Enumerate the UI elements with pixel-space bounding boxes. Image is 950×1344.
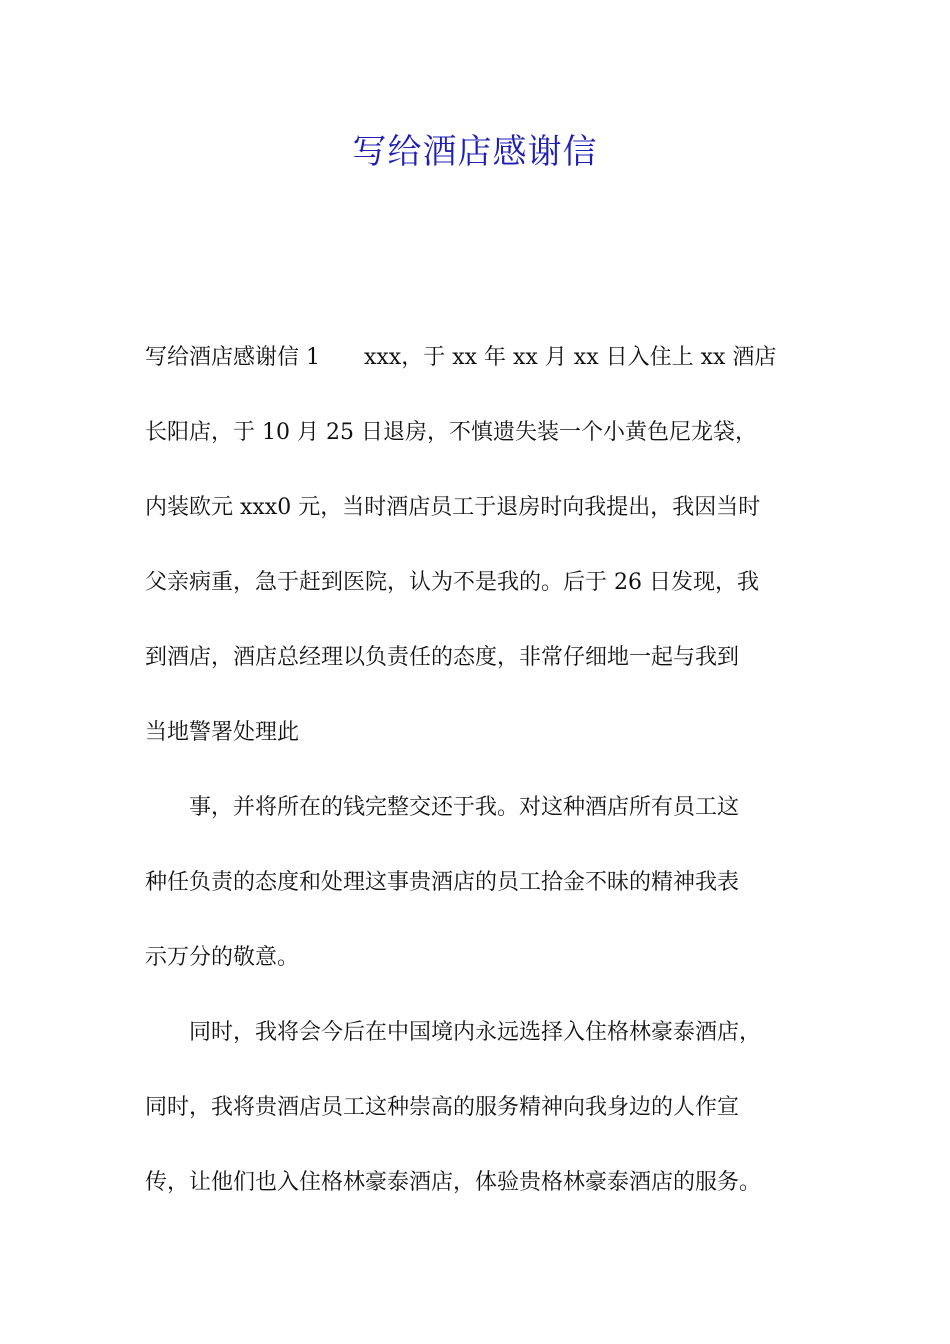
body-line-2: 长阳店，于 10 月 25 日退房，不慎遗失装一个小黄色尼龙袋， — [145, 420, 757, 445]
body-line-6: 当地警署处理此 — [145, 720, 300, 745]
body-line-12: 传，让他们也入住格林豪泰酒店，体验贵格林豪泰酒店的服务。 — [145, 1170, 762, 1195]
body-line-9: 示万分的敬意。 — [145, 945, 300, 970]
body-line-10: 同时，我将会今后在中国境内永远选择入住格林豪泰酒店， — [145, 1020, 762, 1045]
body-line-4: 父亲病重，急于赶到医院，认为不是我的。后于 26 日发现，我 — [145, 570, 759, 595]
body-line-1: 写给酒店感谢信 1 xxx，于 xx 年 xx 月 xx 日入住上 xx 酒店 — [145, 345, 777, 370]
body-line-3: 内装欧元 xxx0 元，当时酒店员工于退房时向我提出，我因当时 — [145, 495, 761, 520]
body-line-5: 到酒店，酒店总经理以负责任的态度，非常仔细地一起与我到 — [145, 645, 740, 670]
body-line-11: 同时，我将贵酒店员工这种崇高的服务精神向我身边的人作宣 — [145, 1095, 740, 1120]
body-line-7: 事，并将所在的钱完整交还于我。对这种酒店所有员工这 — [145, 795, 740, 820]
body-line-8: 种任负责的态度和处理这事贵酒店的员工拾金不昧的精神我表 — [145, 870, 740, 895]
document-title: 写给酒店感谢信 — [352, 132, 598, 172]
